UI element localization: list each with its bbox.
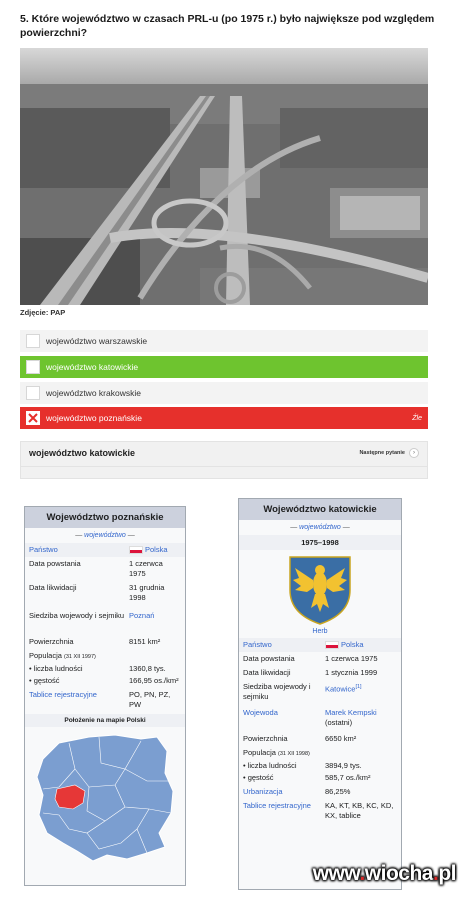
answer-label: województwo katowickie	[46, 362, 139, 372]
row-value: KA, KT, KB, KC, KD, KX, tablice	[325, 801, 394, 820]
watermark-dot: .	[359, 862, 365, 885]
row-key[interactable]: Tablice rejestracyjne	[243, 801, 311, 810]
row-value: PO, PN, PZ, PW	[129, 690, 171, 709]
infobox-title: Województwo katowickie	[239, 499, 401, 520]
row-key[interactable]: Tablice rejestracyjne	[29, 690, 97, 699]
row-key: Data powstania	[29, 559, 81, 568]
row-value[interactable]: Katowice	[325, 684, 356, 694]
infobox-row	[25, 664, 185, 676]
answer-checkbox[interactable]	[26, 360, 40, 374]
row-key-note: (31 XII 1998)	[278, 751, 310, 757]
answer-label: województwo warszawskie	[46, 336, 148, 346]
row-key: • gęstość	[29, 676, 60, 685]
map-caption: Położenie na mapie Polski	[25, 714, 185, 727]
wrong-x-icon	[26, 411, 40, 425]
row-key: Siedziba wojewody i sejmiku	[29, 611, 125, 620]
row-value[interactable]: Polska	[341, 640, 364, 649]
row-value[interactable]: Marek Kempski	[325, 708, 377, 717]
infobox-katowickie	[238, 498, 402, 890]
infobox-subtitle: — województwo —	[75, 532, 135, 539]
infobox-row	[239, 680, 401, 706]
watermark-name: wiocha	[364, 862, 433, 885]
infobox-row	[25, 581, 185, 609]
site-watermark	[313, 862, 456, 886]
correct-answer-label: województwo katowickie	[29, 448, 136, 458]
next-question-button[interactable]: Następne pytanie	[359, 450, 405, 456]
infobox-subtitle: — województwo —	[290, 524, 350, 531]
row-value[interactable]: Polska	[145, 545, 168, 554]
answer-option-poznanskie[interactable]	[20, 407, 428, 429]
row-value: 166,95 os./km²	[129, 676, 179, 685]
watermark-tld: pl	[438, 862, 456, 885]
poland-map[interactable]	[25, 727, 185, 871]
divider	[21, 466, 427, 467]
row-key[interactable]: Państwo	[29, 545, 58, 554]
question-title: 5. Które województwo w czasach PRL-u (po 1975 r.) było największe pod względem powierzchni?	[20, 13, 435, 39]
row-key[interactable]: Urbanizacja	[243, 787, 283, 796]
row-value: 31 grudnia 1998	[129, 583, 165, 602]
infobox-row	[239, 761, 401, 773]
subtitle-link[interactable]: województwo	[84, 532, 126, 539]
infobox-row	[25, 635, 185, 649]
row-value[interactable]: Poznań	[129, 611, 155, 620]
coat-of-arms-icon[interactable]	[239, 550, 401, 628]
infobox-poznanskie	[24, 506, 186, 886]
subtitle-link[interactable]: województwo	[299, 524, 341, 531]
row-key: • gęstość	[243, 773, 274, 782]
aerial-photo	[20, 48, 428, 305]
row-key: • liczba ludności	[243, 761, 297, 770]
chevron-right-icon[interactable]: ›	[409, 448, 419, 458]
row-key: Powierzchnia	[243, 734, 288, 743]
infobox-row	[25, 649, 185, 664]
poland-flag-icon	[325, 641, 339, 649]
infobox-row	[25, 609, 185, 635]
infobox-row	[239, 638, 401, 652]
row-value: 1360,8 tys.	[129, 664, 166, 673]
row-value: 1 czerwca 1975	[129, 559, 163, 578]
row-key: Powierzchnia	[29, 637, 74, 646]
answer-option-warszawskie[interactable]	[20, 330, 428, 352]
herb-link[interactable]: Herb	[312, 628, 328, 635]
answer-checkbox[interactable]	[26, 334, 40, 348]
row-key: Data powstania	[243, 654, 295, 663]
result-panel	[20, 441, 428, 479]
answer-option-katowickie[interactable]	[20, 356, 428, 378]
infobox-row	[239, 706, 401, 732]
infobox-row	[239, 666, 401, 680]
row-value: 6650 km²	[325, 734, 357, 743]
infobox-row	[239, 732, 401, 746]
row-key-note: (31 XII 1997)	[64, 654, 96, 660]
row-key[interactable]: Wojewoda	[243, 708, 278, 717]
infobox-row	[239, 785, 401, 799]
citation-link[interactable]: [1]	[355, 684, 362, 690]
row-key: Populacja	[243, 748, 276, 757]
infobox-row	[239, 799, 401, 823]
row-value: 1 czerwca 1975	[325, 654, 378, 663]
infobox-row	[25, 543, 185, 557]
row-value: 8151 km²	[129, 637, 161, 646]
watermark-dot: .	[432, 862, 439, 885]
infobox-title: Województwo poznańskie	[25, 507, 185, 528]
row-value: 585,7 os./km²	[325, 773, 371, 782]
infobox-row	[25, 557, 185, 581]
row-key: • liczba ludności	[29, 664, 83, 673]
watermark-www: www	[312, 862, 360, 885]
row-key: Data likwidacji	[29, 583, 77, 592]
infobox-row	[25, 688, 185, 714]
row-value-note: (ostatni)	[325, 718, 353, 727]
row-key[interactable]: Państwo	[243, 640, 272, 649]
answer-label: województwo poznańskie	[46, 413, 142, 423]
infobox-row	[239, 746, 401, 761]
answer-label: województwo krakowskie	[46, 388, 141, 398]
answer-checkbox[interactable]	[26, 386, 40, 400]
infobox-row	[25, 676, 185, 688]
answer-option-krakowskie[interactable]	[20, 382, 428, 404]
infobox-row	[239, 773, 401, 785]
row-value: 1 stycznia 1999	[325, 668, 378, 677]
row-value: 86,25%	[325, 787, 351, 796]
answer-verdict: Źle	[412, 414, 422, 422]
row-key: Populacja	[29, 651, 62, 660]
row-key: Siedziba wojewody i sejmiku	[243, 682, 311, 701]
infobox-years: 1975–1998	[239, 535, 401, 550]
row-key: Data likwidacji	[243, 668, 291, 677]
photo-credit: Zdjęcie: PAP	[20, 308, 66, 317]
infobox-row	[239, 652, 401, 666]
poland-flag-icon	[129, 546, 143, 554]
row-value: 3894,9 tys.	[325, 761, 362, 770]
